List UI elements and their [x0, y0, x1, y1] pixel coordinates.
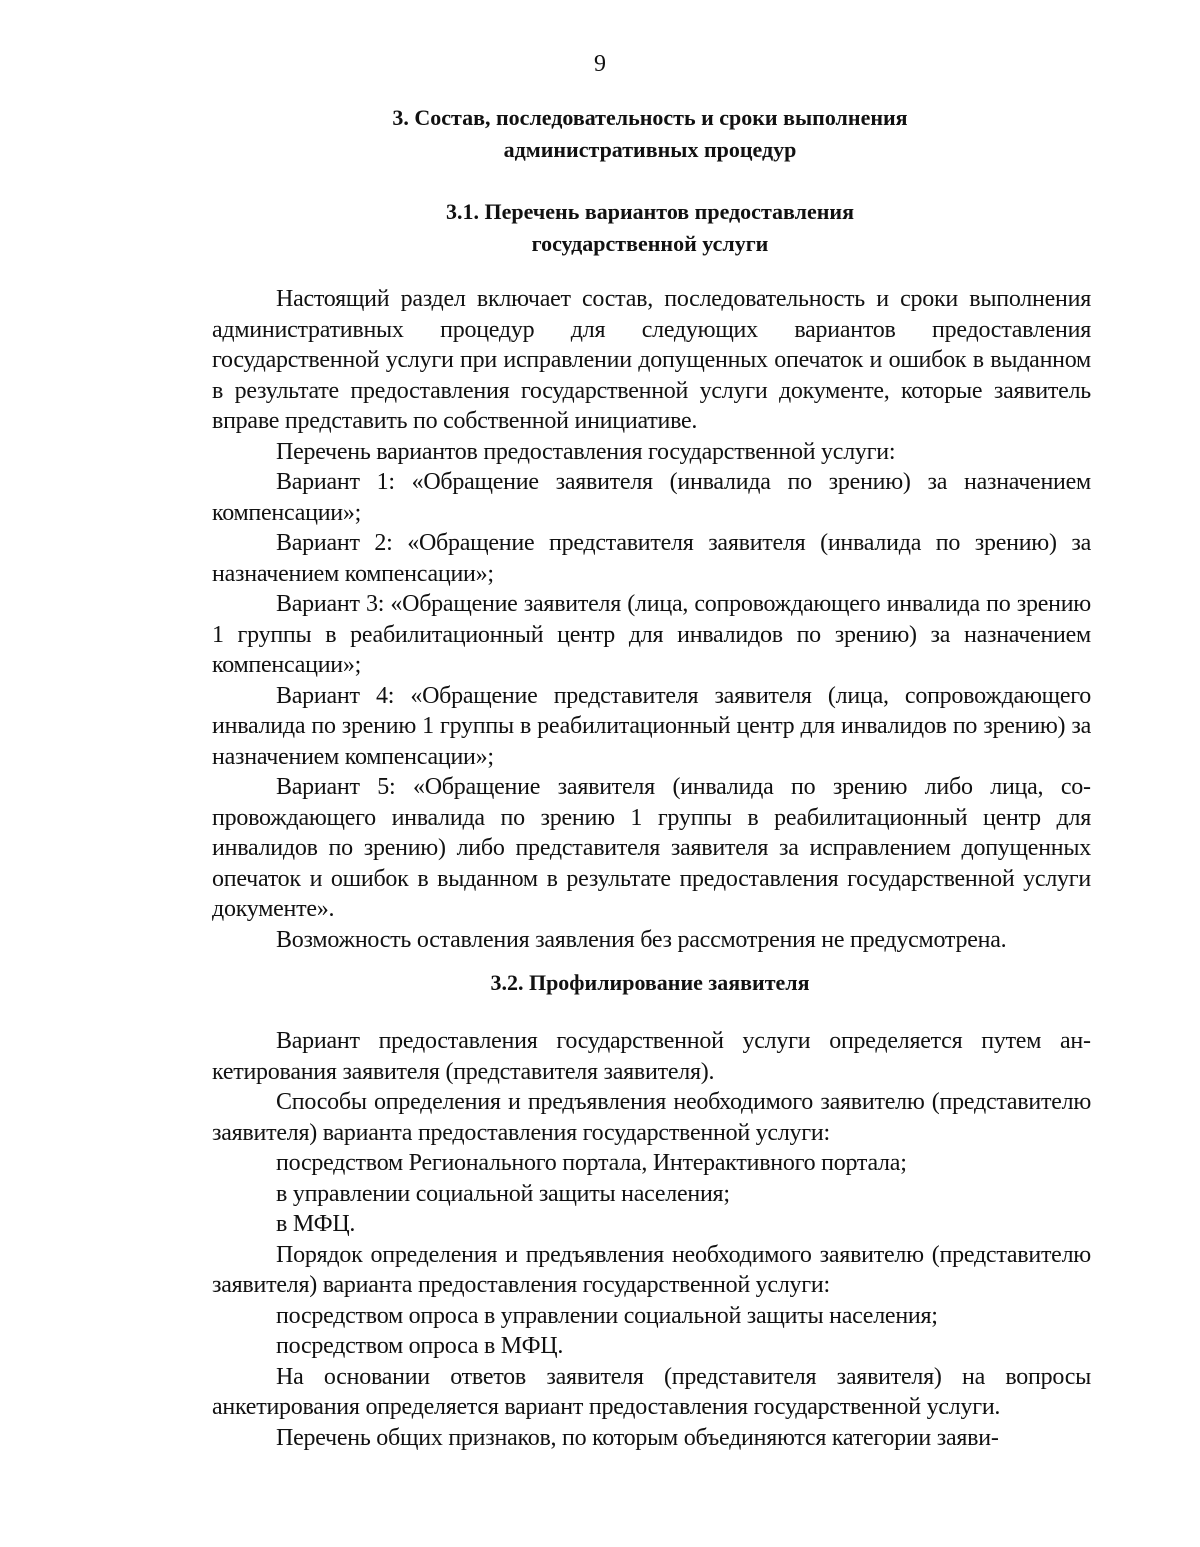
- section-title: [200, 102, 1100, 166]
- paragraph-variant-5: Вариант 5: «Обращение заявителя (инвалида по зрению либо лица, сопровождающего инвалида по зрению 1 группы в реабилитационный центр для инвалидов по зрению) либо представителя заявителя за исправлением допущенных опечаток и ошибок в выданном в результате предоставления государственной услуги документе».: [212, 774, 1091, 922]
- paragraph-variant-1: Вариант 1: «Обращение заявителя (инвалида по зрению) за назначением компенсации»;: [212, 469, 1091, 526]
- paragraph-variant-4: Вариант 4: «Обращение представителя заявителя (лица, сопровождающего инвалида по зрению 1 группы в реабилитационный центр для инвалидов по зрению) за назначением компенсации»;: [212, 682, 1091, 770]
- list-item-portal: посредством Регионального портала, Интерактивного портала;: [276, 1150, 907, 1176]
- subsection-1-title-line-1: 3.1. Перечень вариантов предоставления: [446, 199, 854, 224]
- list-item-survey-social-protection: посредством опроса в управлении социальной защиты населения;: [276, 1302, 938, 1329]
- subsection-2-title-line: 3.2. Профилирование заявителя: [490, 970, 810, 995]
- list-item-survey-mfc: посредством опроса в МФЦ.: [276, 1333, 564, 1359]
- subsection-1-body: [212, 284, 1091, 955]
- subsection-1-title-line-2: государственной услуги: [531, 231, 769, 256]
- paragraph-methods-heading: Способы определения и предъявления необходимого заявителю (представителю заявителя) варианта предоставления государственной услуги:: [212, 1089, 1091, 1146]
- subsection-2-title: [200, 967, 1100, 999]
- list-item-mfc: в МФЦ.: [276, 1211, 356, 1237]
- paragraph-variant-2: Вариант 2: «Обращение представителя заявителя (инвалида по зрению) за назначением компенсации»;: [212, 530, 1091, 587]
- paragraph-no-review-note: Возможность оставления заявления без рассмотрения не предусмотрена.: [276, 926, 1007, 953]
- section-title-line-2: административных процедур: [503, 137, 797, 162]
- paragraph-profiling-intro: Вариант предоставления государственной услуги определяется путем анкетирования заявителя (представителя заявителя).: [212, 1028, 1091, 1085]
- paragraph-intro: Настоящий раздел включает состав, последовательность и сроки выполнения административных процедур для следующих вариантов предоставления государственной услуги при исправлении допущенных опечаток и ошибок в выданном в результате предоставления государственной услуги документе, которые заявитель вправе представить по собственной инициативе.: [212, 286, 1091, 434]
- paragraph-variants-list-heading: Перечень вариантов предоставления государственной услуги:: [276, 438, 896, 465]
- paragraph-common-features: Перечень общих признаков, по которым объединяются категории заяви-: [276, 1424, 999, 1451]
- paragraph-answers: На основании ответов заявителя (представителя заявителя) на вопросы анкетирования определяется вариант предоставления государственной услуги.: [212, 1363, 1091, 1420]
- paragraph-procedure-heading: Порядок определения и предъявления необходимого заявителю (представителю заявителя) варианта предоставления государственной услуги:: [212, 1241, 1091, 1298]
- paragraph-variant-3: Вариант 3: «Обращение заявителя (лица, сопровождающего инвалида по зрению 1 группы в реабилитационный центр для инвалидов по зрению) за назначением компенсации»;: [212, 591, 1091, 678]
- section-title-line-1: 3. Состав, последовательность и сроки выполнения: [392, 105, 908, 130]
- page-number: 9: [594, 51, 606, 77]
- subsection-1-title: [200, 196, 1100, 260]
- subsection-2-body: [212, 1026, 1091, 1453]
- list-item-social-protection: в управлении социальной защиты населения;: [276, 1180, 730, 1207]
